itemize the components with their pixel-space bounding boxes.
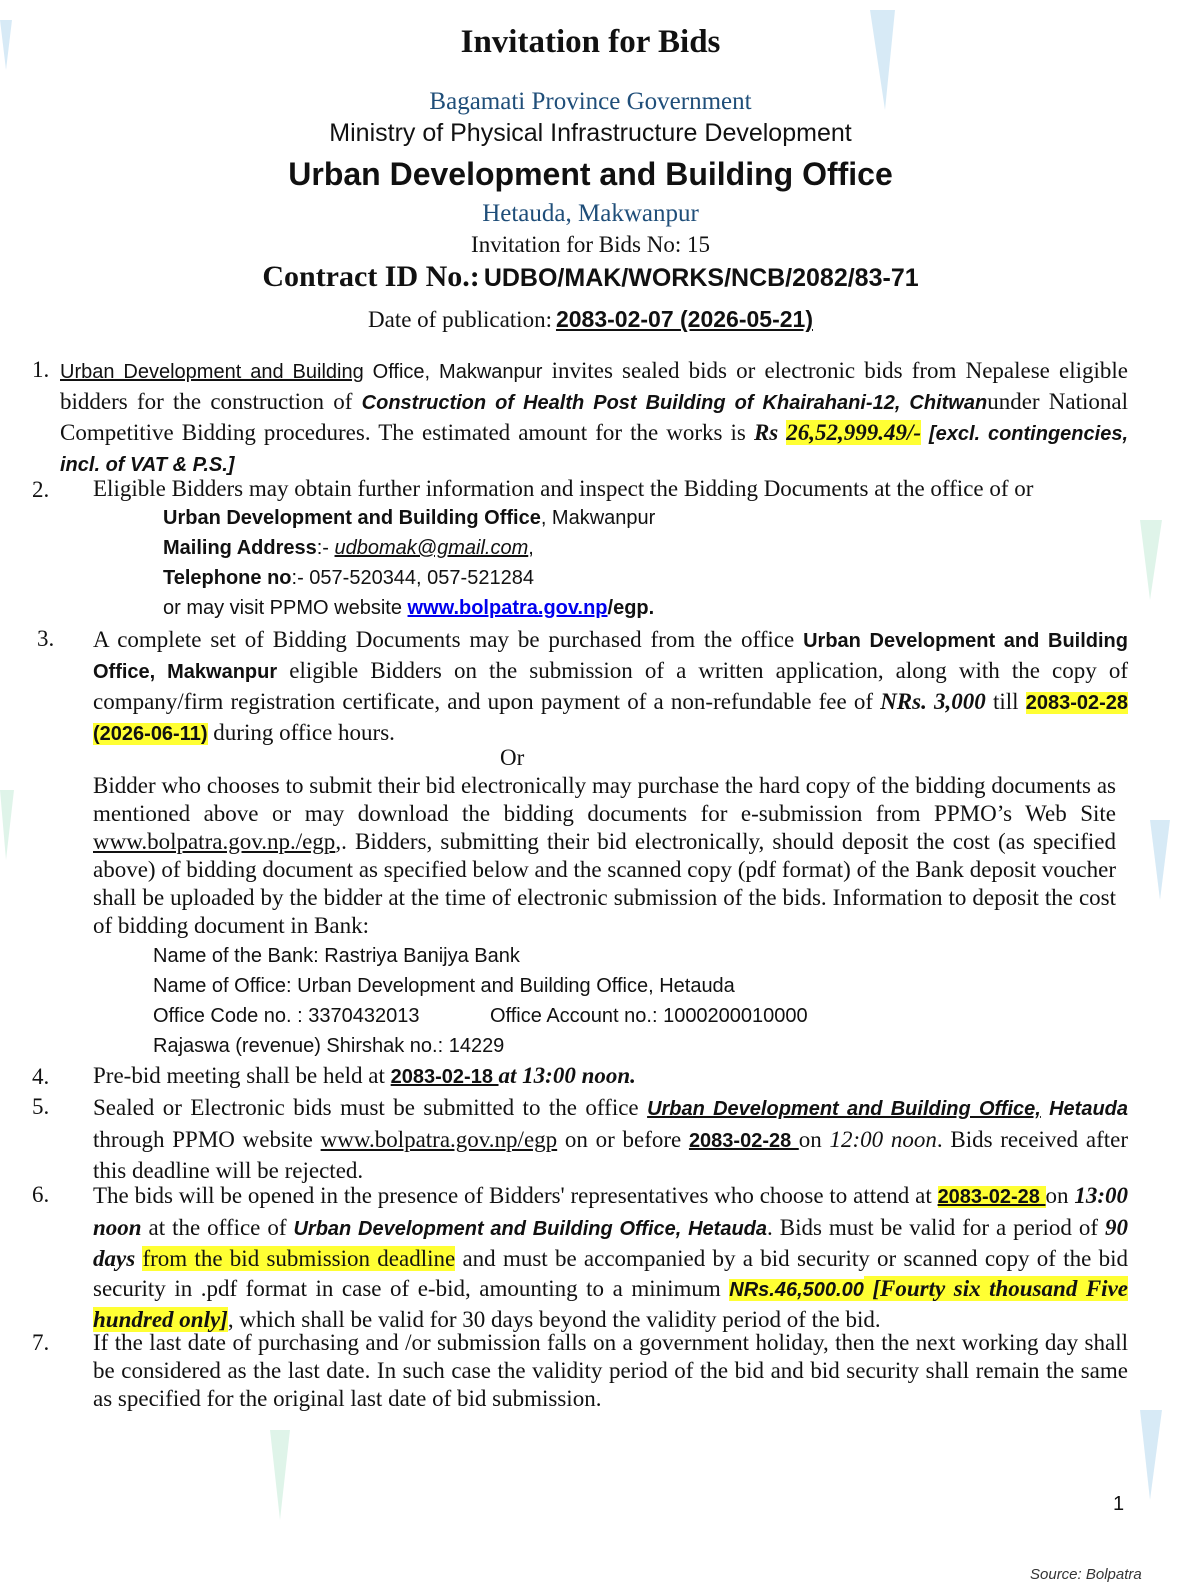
office-name: Urban Development and Building Office [288,156,893,192]
item-1-amount: 26,52,999.49/- [786,420,922,445]
item-6-text-2: on [1045,1183,1075,1208]
item-2-mail-label: Mailing Address [163,537,317,559]
submission-time: 12:00 noon [829,1126,937,1152]
ministry-name: Ministry of Physical Infrastructure Development [329,119,852,147]
item-6-paragraph [93,1181,1128,1335]
item-3-text-1: A complete set of Bidding Documents may be purchased from the office [93,627,804,652]
item-2-office-bold: Urban Development and Building Office [163,507,541,529]
item-3-office: Urban Development and Building Office, Makwanpur [93,630,1128,683]
opening-date: 2083-02-28 [937,1186,1046,1208]
item-2-mail-end: , [528,537,534,559]
bank-office-name: Name of Office: Urban Development and Building Office, Hetauda [153,975,735,997]
contract-id-line [0,260,1181,294]
item-6-highlight: from the bid submission deadline [142,1246,456,1271]
item-2-mail-sep: :- [316,537,335,559]
publication-date: 2083-02-07 (2026-05-21) [555,306,813,332]
bolpatra-link[interactable]: www.bolpatra.gov.np [407,597,608,619]
egp-link[interactable]: www.bolpatra.gov.np./egp [93,829,336,854]
prebid-date: 2083-02-18 [390,1066,499,1088]
office-location: Hetauda, Makwanpur [482,200,699,227]
prebid-time: at 13:00 noon. [498,1063,636,1088]
item-3-or: Or [500,745,525,770]
item-1-project: Construction of Health Post Building of Khairahani-12, Chitwan [361,392,988,414]
office-code: Office Code no. : 3370432013 [153,1005,420,1027]
item-3-electronic-paragraph [93,772,1116,940]
item-1-text-2: under National Competitive Bidding procedures. The estimated amount for the works is [60,389,1129,445]
bank-name: Name of the Bank: Rastriya Banijya Bank [153,945,520,967]
item-2-intro: Eligible Bidders may obtain further information and inspect the Bidding Documents at the office of or [93,476,1034,501]
document-title: Invitation for Bids [460,24,721,60]
item-3-text-3: till [985,689,1026,714]
item-1-paragraph [60,356,1128,480]
bid-security-words: [Fourty six thousand Five hundred only] [93,1275,1128,1332]
publication-label: Date of publication: [368,307,552,332]
item-6-text-1: The bids will be opened in the presence of Bidders' representatives who choose to attend at [93,1183,938,1208]
item-2-office-rest: , Makwanpur [540,507,656,529]
opening-time: 13:00 noon [93,1183,1128,1240]
item-3-number: 3. [37,626,55,651]
item-7-number: 7. [32,1330,50,1355]
province-name: Bagamati Province Government [429,88,752,115]
page-number: 1 [1113,1493,1125,1515]
item-1-office-underlined: Urban Development and Building [60,361,364,383]
item-6-text-3: at the office of [141,1214,294,1240]
item-1-office-rest: Office, Makwanpur [363,361,543,383]
contract-id: UDBO/MAK/WORKS/NCB/2082/83-71 [483,264,919,292]
item-6-text-6: and must be accompanied by a bid security or scanned copy of the bid security in .pdf format in case of e-bid, amounting to a minimum [93,1246,1129,1301]
item-7-paragraph: If the last date of purchasing and /or submission falls on a government holiday, then the next working day shall be considered as the last date. In such case the validity period of the bid and bid security shall remain the same as specified for the original last date of bid submission. [93,1330,1128,1411]
item-2-office-line [163,507,655,530]
item-2-number: 2. [32,477,50,502]
item-3-text-4: during office hours. [207,720,395,745]
item-2-tel-value: :- 057-520344, 057-521284 [291,567,534,589]
item-5-paragraph [93,1093,1128,1186]
office-account: Office Account no.: 1000200010000 [490,1005,808,1027]
item-4-text: Pre-bid meeting shall be held at [93,1063,391,1088]
item-1-number: 1. [32,357,50,382]
item-5-office-underlined: Urban Development and Building Office, [647,1098,1041,1120]
item-5-office-rest: Hetauda [1040,1098,1129,1120]
item-3-paragraph [93,625,1128,749]
item-6-number: 6. [32,1182,50,1207]
egp-submission-link[interactable]: www.bolpatra.gov.np/egp [320,1126,558,1152]
ifb-number: Invitation for Bids No: 15 [471,232,710,257]
item-3-p2-text-2: ,. Bidders, submitting their bid electronically, should deposit the cost (as specified above) of bidding document as specified below and the scanned copy (pdf format) of the Bank deposit voucher shall be uploaded by the bidder at the time of electronic submission of the bids. Information to deposit the cost of bidding document in Bank: [93,829,1116,938]
item-2-tel-line [163,567,534,590]
item-4-number: 4. [32,1064,50,1089]
item-3-fee: NRs. 3,000 [880,689,986,714]
item-6-office: Urban Development and Building Office, Hetauda [293,1217,768,1240]
item-3-p2-text-1: Bidder who chooses to submit their bid electronically may purchase the hard copy of the bidding documents as mentioned above or may download the bidding documents for e-submission from PPMO’s Web Site [93,773,1116,826]
item-2-visit-text: or may visit PPMO website [163,597,408,619]
item-3-text-2: eligible Bidders on the submission of a written application, along with the copy of company/firm registration certificate, and upon payment of a non-refundable fee of [93,658,1128,714]
item-5-text-3: on or before [557,1126,689,1152]
bid-security-amount: NRs.46,500.00 [729,1278,864,1301]
item-6-text-4: . Bids must be valid for a period of [767,1214,1105,1240]
item-2-mail-line [163,537,534,560]
item-5-number: 5. [32,1094,50,1119]
source-credit: Source: Bolpatra [1030,1566,1142,1583]
item-1-rs: Rs [753,420,779,445]
item-1-excl: [excl. contingencies, incl. of VAT & P.S.] [60,423,1128,476]
item-3-deadline: 2083-02-28 (2026-06-11) [93,692,1129,745]
rajaswa-shirshak: Rajaswa (revenue) Shirshak no.: 14229 [153,1035,505,1057]
publication-date-line [0,306,1181,333]
contract-label: Contract ID No.: [262,260,480,293]
item-5-text-1: Sealed or Electronic bids must be submitted to the office [93,1095,648,1120]
item-2-tel-label: Telephone no [163,567,292,589]
item-5-text-4: on [798,1126,830,1152]
email-link[interactable]: udbomak@gmail.com [334,537,529,559]
item-2-visit-line [163,597,654,620]
item-1-text-1: invites sealed bids or electronic bids from Nepalese eligible bidders for the construction of [60,358,1128,414]
item-4-line [93,1063,636,1089]
item-2-visit-end: /egp. [607,597,655,619]
submission-date: 2083-02-28 [688,1129,799,1152]
validity-days: 90 days [93,1214,1128,1271]
item-5-text-5: . Bids received after this deadline will be rejected. [93,1126,1128,1183]
item-5-text-2: through PPMO website [93,1126,321,1152]
item-6-text-7: , which shall be valid for 30 days beyond the validity period of the bid. [227,1307,881,1332]
